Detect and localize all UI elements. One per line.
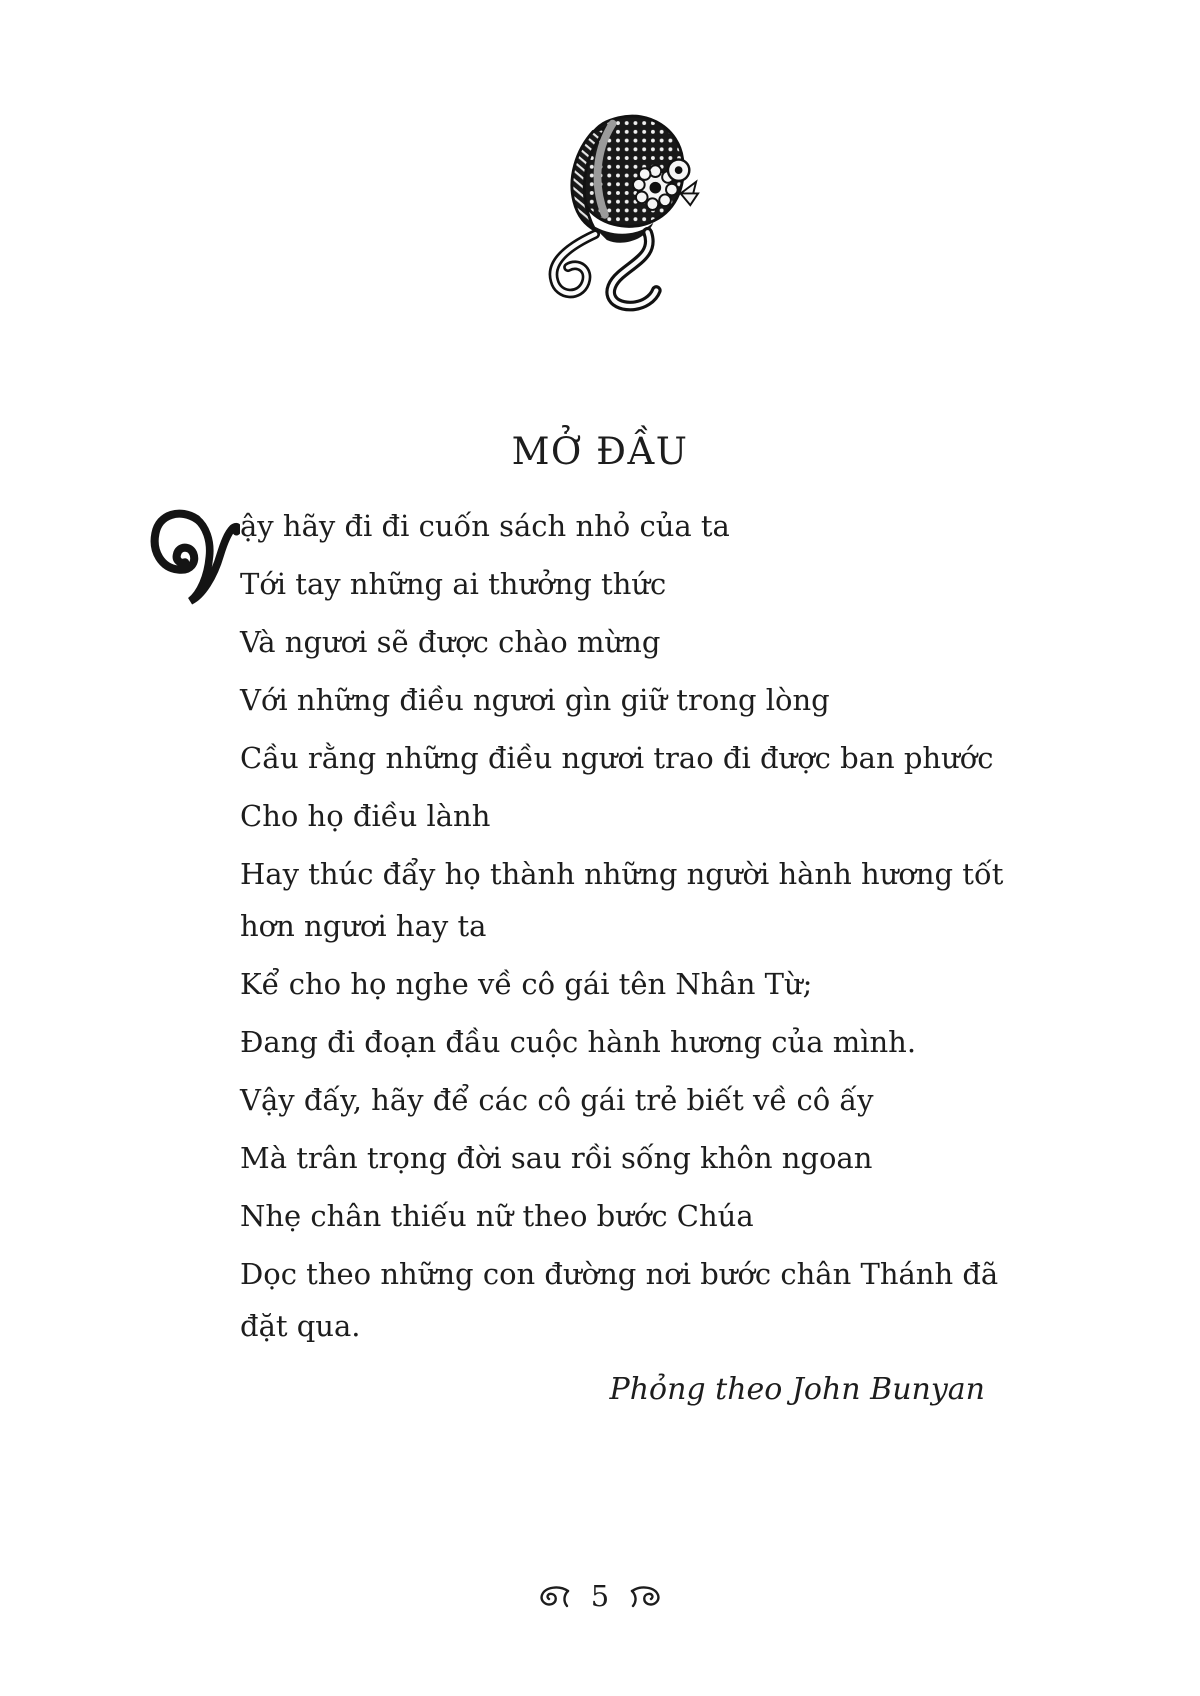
poem-body <box>148 500 1020 1358</box>
poem-line: Hay thúc đẩy họ thành những người hành hương tốt hơn ngươi hay ta <box>240 857 1004 943</box>
poem-line: Cầu rằng những điều ngươi trao đi được ban phước <box>240 741 994 775</box>
poem-line: Đang đi đoạn đầu cuộc hành hương của mình. <box>240 1025 917 1059</box>
poem-line: Cho họ điều lành <box>240 799 491 833</box>
poem-line: Kể cho họ nghe về cô gái tên Nhân Từ; <box>240 967 813 1001</box>
poem-line: Tới tay những ai thưởng thức <box>240 567 667 601</box>
flower-rosette-small <box>668 159 689 180</box>
poem-line: Vậy đấy, hãy để các cô gái trẻ biết về cô ấy <box>240 1083 874 1117</box>
chapter-title: MỞ ĐẦU <box>511 429 689 473</box>
bonnet-illustration <box>535 110 700 310</box>
poem-line: Dọc theo những con đường nơi bước chân Thánh đã đặt qua. <box>240 1257 999 1343</box>
page-number: 5 <box>590 1579 610 1613</box>
poem-line: Mà trân trọng đời sau rồi sống khôn ngoan <box>240 1141 873 1175</box>
attribution: Phỏng theo John Bunyan <box>609 1372 985 1407</box>
poem-line: Với những điều ngươi gìn giữ trong lòng <box>240 683 830 717</box>
poem-line: ậy hãy đi đi cuốn sách nhỏ của ta <box>240 509 730 543</box>
flourish-left-icon <box>537 1586 571 1608</box>
poem-line: Và ngươi sẽ được chào mừng <box>240 625 661 659</box>
flourish-right-icon <box>629 1586 663 1608</box>
bonnet-icon <box>535 110 700 314</box>
page-footer <box>0 1579 1200 1613</box>
poem-line: Nhẹ chân thiếu nữ theo bước Chúa <box>240 1199 754 1233</box>
